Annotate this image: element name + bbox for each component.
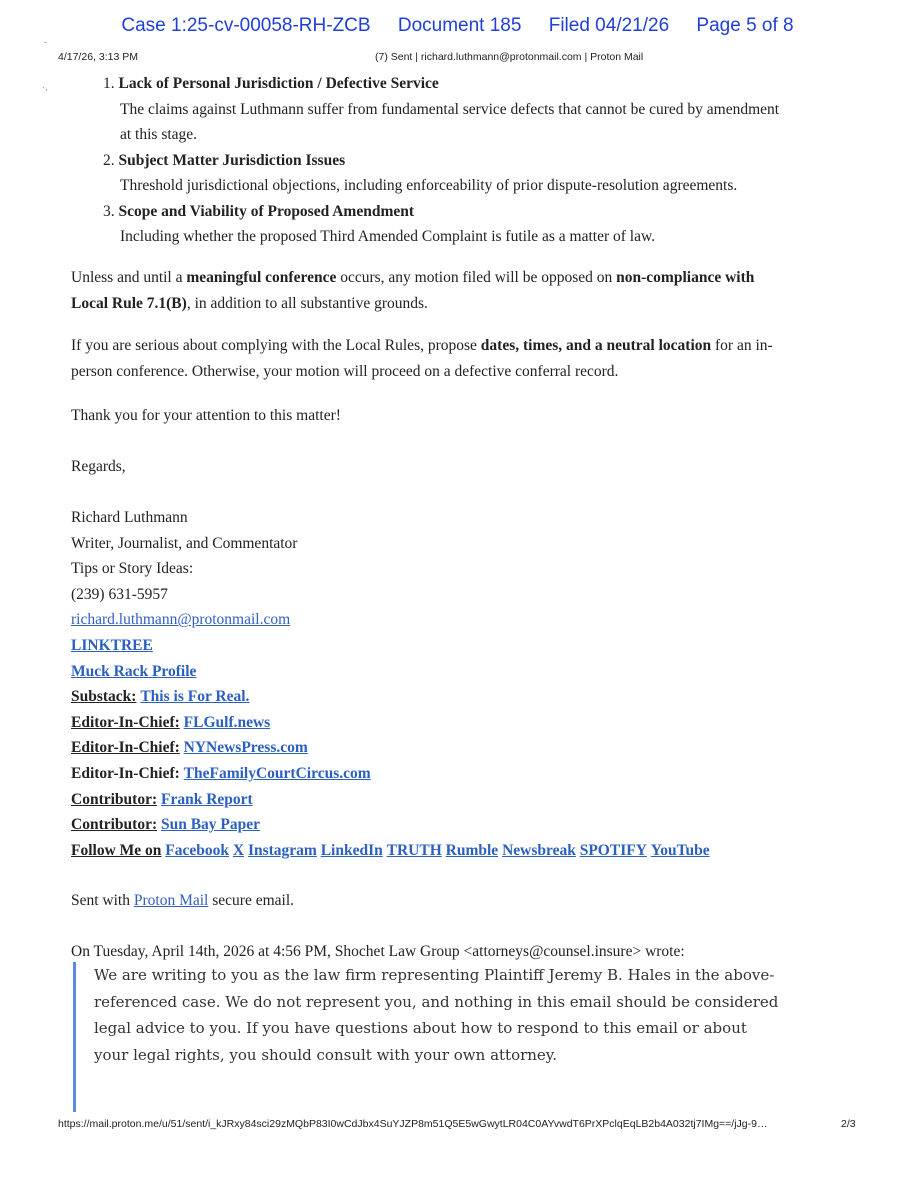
list-item-text: Threshold jurisdictional objections, including enforceability of prior dispute-resolution agreements. [120, 177, 738, 194]
list-item-text: Including whether the proposed Third Amended Complaint is futile as a matter of law. [120, 228, 656, 245]
list-number: 3. [103, 202, 115, 220]
footer-url: https://mail.proton.me/u/51/sent/i_kJRxy84sci29zMQbP83I0wCdJbx4SuYJZP8m51Q5E5wGwytLR04C0AYvwdT6PrXPclqEqLB2b4A032tj7IMg==/jJg-9… [58, 1118, 768, 1130]
instagram-link[interactable]: Instagram [247, 841, 317, 859]
quote-line: We are writing to you as the law firm representing Plaintiff Jeremy B. Hales in the above- [94, 966, 775, 984]
case-number: Case 1:25-cv-00058-RH-ZCB [121, 15, 371, 36]
list-item-title: Subject Matter Jurisdiction Issues [118, 151, 346, 169]
scan-mark: ·, [42, 82, 48, 92]
print-page-title: (7) Sent | richard.luthmann@protonmail.com | Proton Mail [375, 51, 644, 63]
list-item [103, 71, 863, 148]
list-number: 2. [103, 151, 115, 169]
document-number: Document 185 [397, 15, 522, 36]
filed-date: Filed 04/21/26 [548, 15, 670, 36]
substack-label: Substack: [71, 688, 137, 706]
editor-label: Editor-In-Chief: [71, 764, 180, 782]
print-header [58, 51, 858, 63]
list-item-text: The claims against Luthmann suffer from fundamental service defects that cannot be cured by amendment [120, 100, 780, 118]
muck-rack-link[interactable]: Muck Rack Profile [71, 662, 197, 680]
conference-paragraph: If you are serious about complying with the Local Rules, propose dates, times, and a neutral location for an in- person conference. Otherwise, your motion will proceed on a defective conferral record. [71, 337, 773, 380]
print-datetime: 4/17/26, 3:13 PM [58, 51, 138, 63]
quote-line: your legal rights, you should consult with your own attorney. [94, 1045, 558, 1064]
quote-line: legal advice to you. If you have questions about how to respond to this email or about [94, 1019, 747, 1037]
signature-email-link[interactable]: richard.luthmann@protonmail.com [71, 611, 291, 629]
proton-mail-link[interactable]: Proton Mail [133, 892, 209, 909]
footer-page-number: 2/3 [841, 1118, 856, 1130]
list-item-title: Lack of Personal Jurisdiction / Defective Service [118, 75, 439, 92]
contributor-label: Contributor: [71, 816, 158, 834]
nynewspress-link[interactable]: NYNewsPress.com [183, 739, 308, 757]
editor-label: Editor-In-Chief: [71, 713, 180, 731]
follow-label: Follow Me on [71, 841, 162, 859]
list-item-title: Scope and Viability of Proposed Amendment [118, 202, 415, 220]
quoted-message [73, 962, 874, 1112]
reply-header: On Tuesday, April 14th, 2026 at 4:56 PM, Shochet Law Group <attorneys@counsel.insure> wrote: [71, 943, 685, 960]
print-footer [58, 1118, 858, 1130]
frank-report-link[interactable]: Frank Report [160, 790, 253, 808]
list-item-text: at this stage. [120, 126, 198, 143]
page-indicator: Page 5 of 8 [696, 15, 794, 36]
regards-line: Regards, [71, 458, 126, 475]
familycourtcircus-link[interactable]: TheFamilyCourtCircus.com [183, 764, 371, 782]
contributor-label: Contributor: [71, 790, 158, 808]
signature-name: Richard Luthmann [71, 509, 188, 526]
opposition-paragraph: Unless and until a meaningful conference occurs, any motion filed will be opposed on non-compliance with Local Rule 7.1(B), in addition to all substantive grounds. [71, 269, 755, 312]
court-filing-stamp [0, 15, 915, 37]
linktree-link[interactable]: LINKTREE [71, 636, 153, 654]
signature-role: Writer, Journalist, and Commentator [71, 534, 298, 552]
flgulf-link[interactable]: FLGulf.news [183, 713, 271, 731]
rumble-link[interactable]: Rumble [445, 841, 499, 859]
scan-mark: - [44, 37, 47, 47]
newsbreak-link[interactable]: Newsbreak [502, 841, 576, 859]
social-links [71, 838, 710, 864]
sent-with-line: Sent with Proton Mail secure email. [71, 892, 295, 909]
linkedin-link[interactable]: LinkedIn [320, 841, 383, 859]
substack-link[interactable]: This is For Real. [140, 688, 250, 706]
x-link[interactable]: X [232, 841, 245, 859]
objection-list [103, 71, 863, 250]
signature-block [71, 505, 710, 863]
spotify-link[interactable]: SPOTIFY [579, 841, 647, 859]
list-item [103, 148, 863, 199]
sun-bay-paper-link[interactable]: Sun Bay Paper [160, 816, 261, 834]
editor-label: Editor-In-Chief: [71, 739, 180, 757]
truth-link[interactable]: TRUTH [386, 841, 442, 859]
list-item [103, 199, 863, 250]
signature-phone: (239) 631-5957 [71, 585, 168, 603]
youtube-link[interactable]: YouTube [650, 841, 710, 859]
facebook-link[interactable]: Facebook [165, 841, 229, 859]
thanks-line: Thank you for your attention to this matter! [71, 407, 341, 424]
quote-line: referenced case. We do not represent you, and nothing in this email should be considered [94, 992, 779, 1011]
signature-tips: Tips or Story Ideas: [71, 560, 194, 578]
list-number: 1. [103, 75, 115, 92]
